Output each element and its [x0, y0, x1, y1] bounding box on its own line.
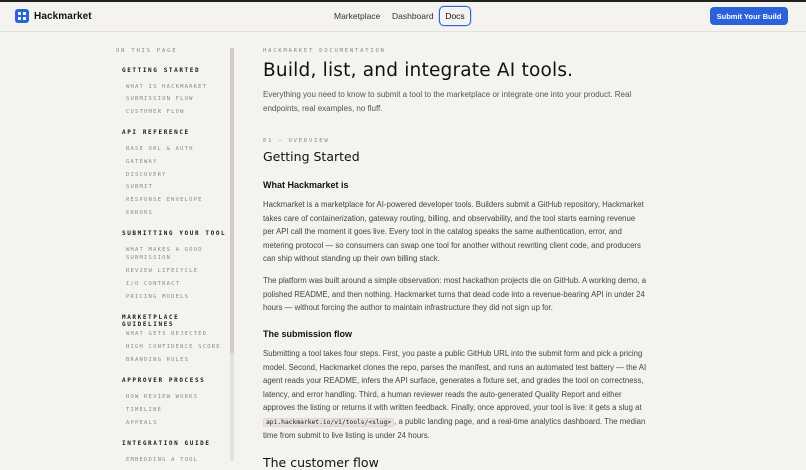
sidebar-heading: ON THIS PAGE [116, 48, 178, 54]
submit-build-button[interactable]: Submit Your Build [710, 7, 788, 25]
sidebar-item-submission[interactable]: SUBMISSION [126, 255, 172, 261]
section-title: Getting Started [263, 149, 360, 164]
nav-docs[interactable]: Docs [439, 6, 471, 26]
docs-kicker: HACKMARKET DOCUMENTATION [263, 48, 386, 54]
sidebar-item-discovery[interactable]: DISCOVERY [126, 172, 167, 178]
customer-flow-heading: The customer flow [263, 455, 379, 470]
sidebar-item-submission-flow[interactable]: SUBMISSION FLOW [126, 96, 194, 102]
what-is-paragraph-2: The platform was built around a simple observation: most hackathon projects die on GitHub. A working demo, a polished README, and then nothing. Hackmarket turns that dead code into a revenue-bearing API in under 24 hours — without forcing the author to maintain infrastructure they did not sign up for. [263, 276, 647, 312]
what-is-heading: What Hackmarket is [263, 180, 349, 190]
brand-name: Hackmarket [34, 10, 92, 22]
sidebar-scrollbar[interactable] [230, 48, 234, 461]
sidebar-section-getting-started[interactable]: GETTING STARTED [122, 67, 201, 74]
sidebar-section-integration-guide[interactable]: INTEGRATION GUIDE [122, 440, 211, 447]
submission-flow-text-b: , a public landing page, and a real-time analytics dashboard. The median time from submit to live listing is under 24 hours. [263, 416, 646, 440]
sidebar-section-api-reference[interactable]: API REFERENCE [122, 129, 190, 136]
sidebar-item-io-contract[interactable]: I/O CONTRACT [126, 281, 181, 287]
sidebar-item-errors[interactable]: ERRORS [126, 210, 154, 216]
sidebar-item-submit[interactable]: SUBMIT [126, 184, 154, 190]
submission-flow-heading: The submission flow [263, 329, 353, 339]
sidebar-item-review-lifecycle[interactable]: REVIEW LIFECYCLE [126, 268, 199, 274]
sidebar-item-what-is-hackmarket[interactable]: WHAT IS HACKMARKET [126, 84, 208, 90]
sidebar-item-pricing-models[interactable]: PRICING MODELS [126, 294, 190, 300]
submission-flow-paragraph [263, 347, 648, 443]
sidebar-item-response-envelope[interactable]: RESPONSE ENVELOPE [126, 197, 203, 203]
sidebar-section-marketplace-guidelines[interactable]: MARKETPLACE GUIDELINES [122, 314, 180, 328]
sidebar-item-embedding-a-tool[interactable]: EMBEDDING A TOOL [126, 457, 199, 463]
sidebar-item-high-confidence-score[interactable]: HIGH CONFIDENCE SCORE [126, 344, 221, 350]
sidebar-item-how-review-works[interactable]: HOW REVIEW WORKS [126, 394, 199, 400]
sidebar-item-branding-rules[interactable]: BRANDING RULES [126, 357, 190, 363]
sidebar-item-gateway[interactable]: GATEWAY [126, 159, 158, 165]
tool-slug-code: api.hackmarket.io/v1/tools/<slug> [263, 418, 394, 427]
what-is-paragraph-1: Hackmarket is a marketplace for AI-powered developer tools. Builders submit a GitHub repository, Hackmarket takes care of containerization, gateway routing, billing, and observability, and the tool starts earning revenue per API call the moment it goes live. Every tool in the catalog speaks the same authentication, error, and metering protocol — so consumers can swap one tool for another without rewriting client code, and producers can ship without standing up their own billing stack. [263, 200, 644, 263]
sidebar-item-base-url-auth[interactable]: BASE URL & AUTH [126, 146, 194, 152]
page-lead: Everything you need to know to submit a tool to the marketplace or integrate one into your product. Real endpoints, real examples, no fluff. [263, 90, 632, 113]
sidebar-item-customer-flow[interactable]: CUSTOMER FLOW [126, 109, 185, 115]
top-header [0, 2, 806, 32]
nav-dashboard[interactable]: Dashboard [392, 11, 434, 21]
sidebar-item-timeline[interactable]: TIMELINE [126, 407, 163, 413]
sidebar-item-appeals[interactable]: APPEALS [126, 420, 158, 426]
sidebar-section-submitting-your-tool[interactable]: SUBMITTING YOUR TOOL [122, 230, 227, 237]
nav-marketplace[interactable]: Marketplace [334, 11, 381, 21]
section-kicker: 01 — OVERVIEW [263, 138, 330, 144]
sidebar-item-what-gets-rejected[interactable]: WHAT GETS REJECTED [126, 331, 208, 337]
submission-flow-text-a: Submitting a tool takes four steps. First, you paste a public GitHub URL into the submit form and pick a pricing model. Second, Hackmarket clones the repo, parses the manifest, and runs an automated test battery — the AI agent reads your README, infers the API surface, generates a fixture set, and grades the tool on correctness, latency, and error handling. Third, a human reviewer reads the auto-generated Quality Report and either approves the listing or returns it with written feedback. Finally, once approved, your tool is live: it gets a slug at [263, 349, 647, 412]
sidebar-item-what-makes-a-good[interactable]: WHAT MAKES A GOOD [126, 247, 203, 253]
sidebar-section-approver-process[interactable]: APPROVER PROCESS [122, 377, 206, 384]
top-nav [0, 2, 806, 30]
page-title: Build, list, and integrate AI tools. [263, 60, 574, 81]
sidebar-scrollbar-thumb[interactable] [230, 48, 234, 353]
